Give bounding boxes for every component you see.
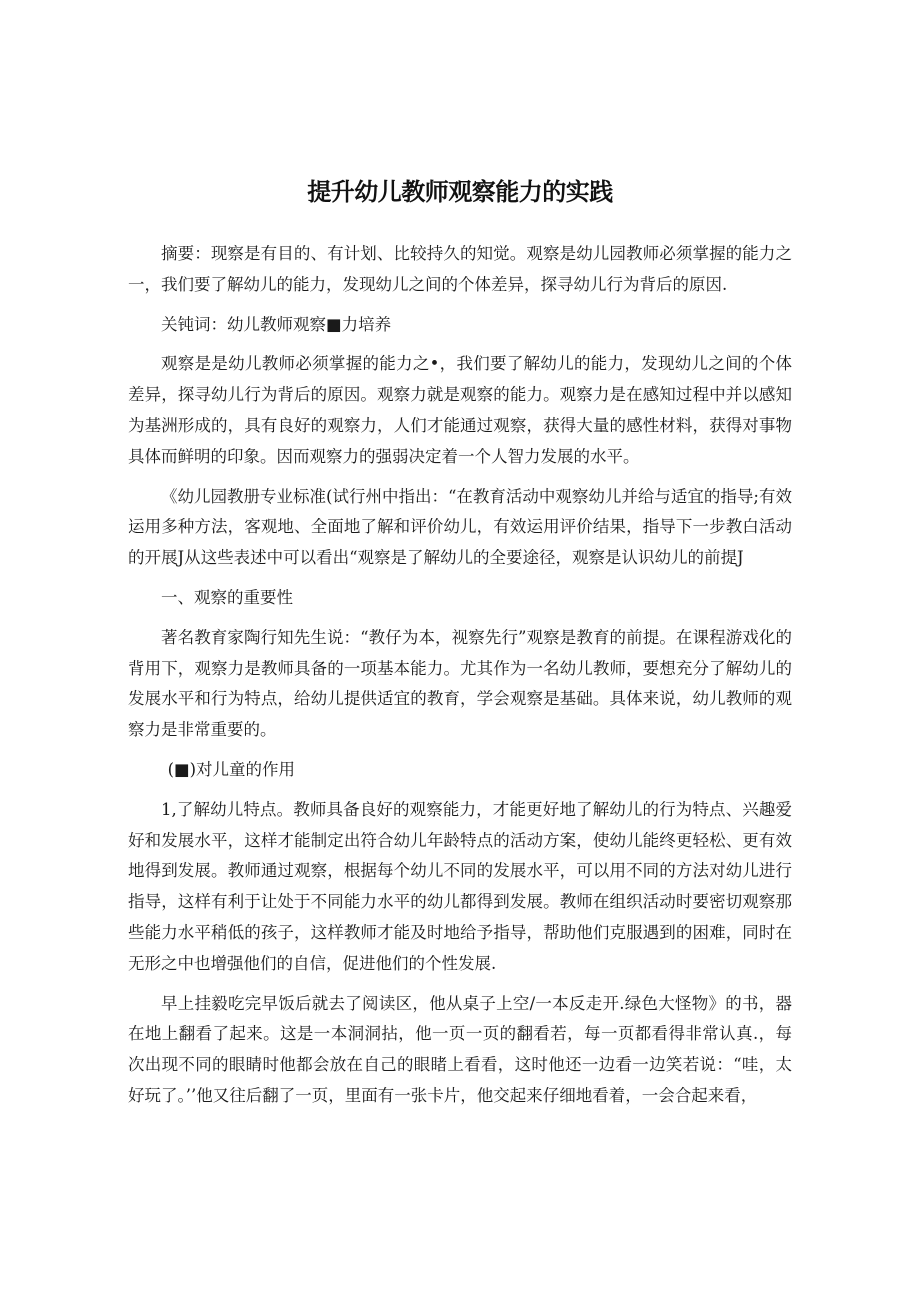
document-body xyxy=(128,239,792,1112)
subsection-heading: (■)对儿童的作用 xyxy=(167,759,296,779)
body-paragraph: 观察是是幼儿教师必须掌握的能力之•，我们要了解幼儿的能力，发现幼儿之间的个体差异，探寻幼儿行为背后的原因。观察力就是观察的能力。观察力是在感知过程中并以感知为基洲形成的，具有良好的观察力，人们才能通过观察，获得大量的感性材料，获得对事物具体而鲜明的印象。因而观察力的强弱决定着一个人智力发展的水平。 xyxy=(128,354,792,466)
section-paragraph: 著名教育家陶行知先生说：“教仔为本，视察先行”观察是教育的前提。在课程游戏化的背用下，观察力是教师具备的一项基本能力。尤其作为一名幼儿教师，要想充分了解幼儿的发展水平和行为特点，给幼儿提供适宜的教育，学会观察是基础。具体来说，幼儿教师的观察力是非常重要的。 xyxy=(128,627,792,740)
document-title: 提升幼儿教师观察能力的实践 xyxy=(307,178,613,206)
story-paragraph: 早上挂毅吃完早饭后就去了阅读区，他从桌子上空/一本反走开.绿色大怪物》的书，器在地上翻看了起来。这是一本洞洞拈，他一页一页的翻看若，每一页都看得非常认真.，每次出现不同的眼睛时他都会放在自己的眼睹上看看，这时他还一边看一边笑若说：“哇，太好玩了。’’他又往后翻了一页，里面有一张卡片，他交起来仔细地看着，一会合起来看， xyxy=(128,993,792,1105)
body-paragraph: 《幼儿园教册专业标准(试行州中指出：“在教育活动中观察幼儿并给与适宜的指导;有效运用多种方法，客观地、全面地了解和评价幼儿，有效运用评价结果，指导下一步教白活动的开展J从这些表述中可以看出“观察是了解幼儿的全要途径，观察是认识幼儿的前提J xyxy=(128,486,792,568)
keywords-line: 关钝词：幼儿教师观察■力培养 xyxy=(161,314,392,334)
section-heading: 一、观察的重要性 xyxy=(161,587,293,607)
abstract-paragraph: 摘要：现察是有目的、有计划、比较持久的知觉。观察是幼儿园教师必须掌握的能力之一，我们要了解幼儿的能力，发现幼儿之间的个体差异，探寻幼儿行为背后的原因. xyxy=(128,244,792,294)
subsection-paragraph: 1,了解幼儿特点。教师具备良好的观察能力，才能更好地了解幼儿的行为特点、兴趣爱好和发展水平，这样才能制定出符合幼儿年龄特点的活动方案，使幼儿能终更轻松、更有效地得到发展。教师通过观察，根据每个幼儿不同的发展水平，可以用不同的方法对幼儿进行指导，这样有利于让处于不同能力水平的幼儿都得到发展。教师在组织活动时要密切观察那些能力水平稍低的孩子，这样教师才能及时地给予指导，帮助他们克服遇到的困难，同时在无形之中也增强他们的自信，促进他们的个性发展. xyxy=(128,799,792,973)
